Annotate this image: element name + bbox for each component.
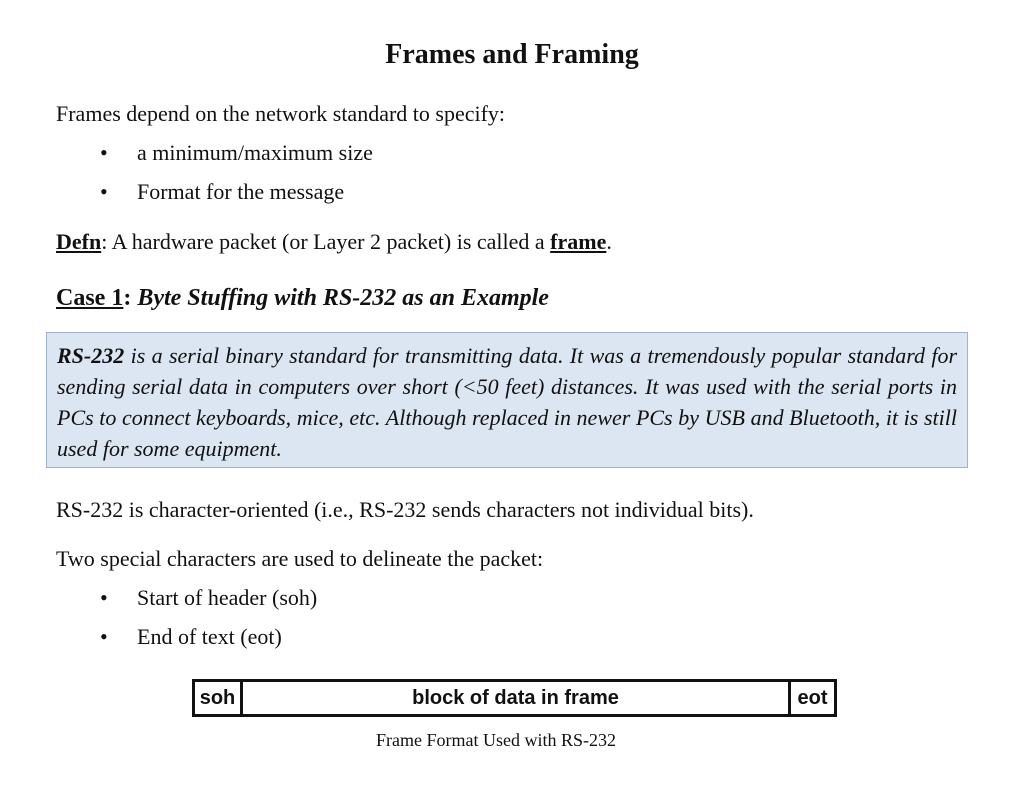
frame-soh-cell: soh bbox=[195, 682, 243, 714]
case-title: Byte Stuffing with RS-232 as an Example bbox=[131, 285, 549, 311]
defn-term: Defn bbox=[56, 229, 102, 254]
rs232-definition-box bbox=[46, 332, 968, 468]
rs232-paragraph bbox=[57, 340, 957, 464]
rs232-term: RS-232 bbox=[57, 343, 125, 368]
case-label: Case 1 bbox=[56, 285, 124, 311]
bullet-end-of-text: End of text (eot) bbox=[137, 624, 282, 649]
diagram-caption: Frame Format Used with RS-232 bbox=[376, 730, 616, 750]
case-colon: : bbox=[123, 285, 132, 311]
bullet-start-of-header: Start of header (soh) bbox=[137, 585, 318, 610]
bullet-message-format: Format for the message bbox=[137, 179, 345, 204]
defn-end: . bbox=[606, 229, 612, 254]
frame-format-diagram bbox=[192, 679, 837, 717]
definition-line bbox=[56, 228, 612, 256]
defn-keyword: frame bbox=[550, 229, 607, 254]
defn-text: : A hardware packet (or Layer 2 packet) is called a bbox=[101, 229, 551, 254]
character-oriented-text: RS-232 is character-oriented (i.e., RS-232 sends characters not individual bits). bbox=[56, 497, 754, 522]
frame-eot-cell: eot bbox=[788, 682, 834, 714]
bullet-marker: • bbox=[100, 585, 108, 610]
bullet-marker: • bbox=[100, 624, 108, 649]
bullet-min-max-size: a minimum/maximum size bbox=[137, 140, 373, 165]
bullet-marker: • bbox=[100, 179, 108, 204]
bullet-marker: • bbox=[100, 140, 108, 165]
special-characters-intro: Two special characters are used to delineate the packet: bbox=[56, 546, 544, 571]
slide-title: Frames and Framing bbox=[385, 39, 639, 70]
frame-data-cell: block of data in frame bbox=[412, 686, 619, 709]
case-heading bbox=[56, 283, 549, 313]
rs232-description: is a serial binary standard for transmitting data. It was a tremendously popular standard for sending serial data in computers over short (<50 feet) distances. It was used with the serial ports in PCs to connect keyboards, mice, etc. Although replaced in newer PCs by USB and Bluetooth, it is still used for some equipment. bbox=[57, 343, 957, 461]
intro-text: Frames depend on the network standard to specify: bbox=[56, 101, 506, 126]
